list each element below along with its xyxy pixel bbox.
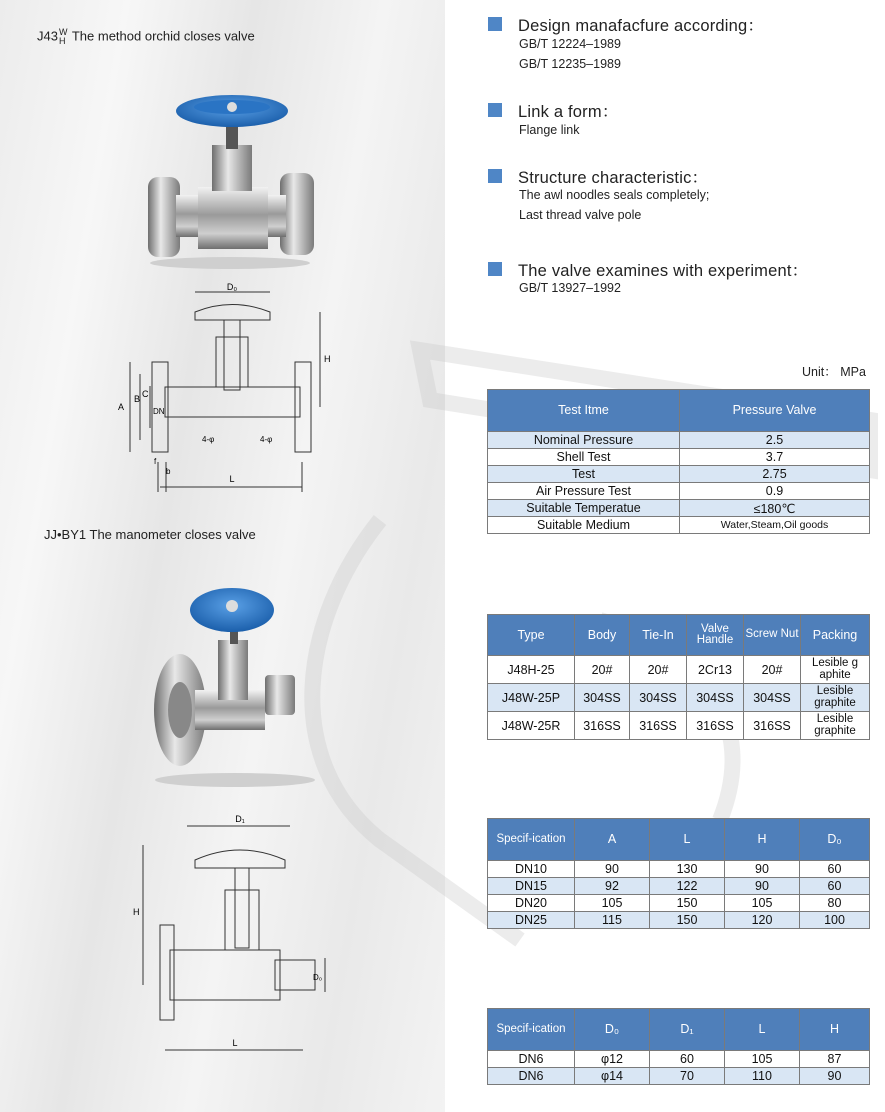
table-row bbox=[488, 861, 870, 878]
table-cell: 304SS bbox=[687, 684, 744, 712]
pressure-header-value: Pressure Valve bbox=[680, 390, 870, 432]
table-cell: 304SS bbox=[744, 684, 801, 712]
section-line: GB/T 13927–1992 bbox=[519, 281, 621, 295]
dims-header: Specif-ication bbox=[488, 1009, 575, 1051]
section-heading: Structure characteristic： bbox=[518, 169, 709, 187]
table-cell: DN25 bbox=[488, 912, 575, 929]
label-dn: DN bbox=[153, 407, 165, 416]
dims-header: H bbox=[800, 1009, 870, 1051]
table-cell: DN15 bbox=[488, 878, 575, 895]
table-cell: 122 bbox=[650, 878, 725, 895]
material-header: Type bbox=[488, 615, 575, 656]
table-cell: 3.7 bbox=[680, 449, 870, 466]
table-cell: 20# bbox=[630, 656, 687, 684]
table-row bbox=[488, 1068, 870, 1085]
dims-header: L bbox=[650, 819, 725, 861]
table-row bbox=[488, 466, 870, 483]
table-row bbox=[488, 895, 870, 912]
label-holes: 4-φ bbox=[202, 435, 215, 444]
section-heading: The valve examines with experiment： bbox=[518, 262, 809, 280]
table-cell: 316SS bbox=[687, 712, 744, 740]
table-row bbox=[488, 878, 870, 895]
dimensions-table-2 bbox=[487, 1008, 870, 1085]
label-holes-2: 4-φ bbox=[260, 435, 273, 444]
table-row bbox=[488, 656, 870, 684]
label-c: C bbox=[142, 389, 149, 399]
section-line: Last thread valve pole bbox=[519, 208, 642, 222]
table-cell: Air Pressure Test bbox=[488, 483, 680, 500]
table-cell: 130 bbox=[650, 861, 725, 878]
bullet-square bbox=[488, 262, 502, 276]
table-cell: 2Cr13 bbox=[687, 656, 744, 684]
label-b2: b bbox=[166, 467, 171, 476]
table-cell: DN20 bbox=[488, 895, 575, 912]
label-d0-2: D₀ bbox=[313, 973, 323, 982]
section-link bbox=[488, 98, 619, 122]
caption-valve-2: JJ•BY1 The manometer closes valve bbox=[44, 527, 256, 542]
table-cell: 87 bbox=[800, 1051, 870, 1068]
table-cell: Nominal Pressure bbox=[488, 432, 680, 449]
table-cell: 70 bbox=[650, 1068, 725, 1085]
dims-header: H bbox=[725, 819, 800, 861]
table-cell: DN6 bbox=[488, 1051, 575, 1068]
table-cell: DN6 bbox=[488, 1068, 575, 1085]
globe-valve-photo bbox=[140, 85, 320, 275]
label-d0: D₀ bbox=[226, 282, 238, 292]
table-row bbox=[488, 432, 870, 449]
table-cell: 80 bbox=[800, 895, 870, 912]
unit-label: Unit： MPa bbox=[802, 365, 866, 379]
table-cell: 0.9 bbox=[680, 483, 870, 500]
material-header: Screw Nut bbox=[744, 615, 801, 656]
material-header: Packing bbox=[801, 615, 870, 656]
table-cell: 110 bbox=[725, 1068, 800, 1085]
section-line: Flange link bbox=[519, 123, 580, 137]
bullet-square bbox=[488, 169, 502, 183]
table-cell: 92 bbox=[575, 878, 650, 895]
table-cell: 90 bbox=[575, 861, 650, 878]
pressure-table bbox=[487, 389, 870, 534]
label-f: f bbox=[154, 457, 157, 466]
table-cell: Suitable Medium bbox=[488, 517, 680, 534]
table-cell: 150 bbox=[650, 912, 725, 929]
table-cell: 2.75 bbox=[680, 466, 870, 483]
table-cell: 20# bbox=[744, 656, 801, 684]
table-row bbox=[488, 449, 870, 466]
table-cell: 150 bbox=[650, 895, 725, 912]
table-cell: Shell Test bbox=[488, 449, 680, 466]
table-cell: φ14 bbox=[575, 1068, 650, 1085]
table-cell: ≤180℃ bbox=[680, 500, 870, 517]
material-header: Body bbox=[575, 615, 630, 656]
globe-valve-drawing bbox=[110, 282, 340, 497]
dims-header: L bbox=[725, 1009, 800, 1051]
material-header: Valve Handle bbox=[687, 615, 744, 656]
table-cell: Test bbox=[488, 466, 680, 483]
table-cell: 60 bbox=[650, 1051, 725, 1068]
manometer-valve-drawing bbox=[125, 810, 335, 1060]
section-design bbox=[488, 12, 764, 36]
table-cell: 115 bbox=[575, 912, 650, 929]
table-row bbox=[488, 712, 870, 740]
dims-header: Specif-ication bbox=[488, 819, 575, 861]
table-cell: 90 bbox=[800, 1068, 870, 1085]
label-d1: D₁ bbox=[235, 814, 245, 824]
table-cell: 316SS bbox=[630, 712, 687, 740]
table-cell: 60 bbox=[800, 878, 870, 895]
table-cell: 316SS bbox=[744, 712, 801, 740]
table-row bbox=[488, 684, 870, 712]
section-line: GB/T 12235–1989 bbox=[519, 57, 621, 71]
section-heading: Design manafacfure according： bbox=[518, 17, 765, 35]
table-cell: J48W-25R bbox=[488, 712, 575, 740]
section-line: GB/T 12224–1989 bbox=[519, 37, 621, 51]
dims-header: D₁ bbox=[650, 1009, 725, 1051]
table-cell: Lesible g aphite bbox=[801, 656, 870, 684]
table-row bbox=[488, 483, 870, 500]
table-cell: φ12 bbox=[575, 1051, 650, 1068]
caption-text: The method orchid closes valve bbox=[71, 28, 255, 44]
table-cell: 105 bbox=[725, 895, 800, 912]
table-row bbox=[488, 1051, 870, 1068]
table-row bbox=[488, 517, 870, 534]
table-cell: 304SS bbox=[630, 684, 687, 712]
table-cell: Lesible graphite bbox=[801, 712, 870, 740]
caption-valve-1 bbox=[37, 28, 255, 46]
table-cell: 90 bbox=[725, 878, 800, 895]
table-cell: 105 bbox=[725, 1051, 800, 1068]
table-cell: Lesible graphite bbox=[801, 684, 870, 712]
table-row bbox=[488, 912, 870, 929]
label-b: B bbox=[134, 394, 141, 404]
label-l: L bbox=[229, 474, 235, 484]
label-h2: H bbox=[133, 907, 140, 917]
dims-header: D₀ bbox=[800, 819, 870, 861]
table-cell: Suitable Temperatue bbox=[488, 500, 680, 517]
section-line: The awl noodles seals completely; bbox=[519, 188, 710, 202]
label-a: A bbox=[118, 402, 125, 412]
manometer-valve-photo bbox=[140, 580, 330, 790]
table-row bbox=[488, 500, 870, 517]
table-cell: 2.5 bbox=[680, 432, 870, 449]
table-cell: Water,Steam,Oil goods bbox=[680, 517, 870, 534]
table-cell: 120 bbox=[725, 912, 800, 929]
table-cell: 60 bbox=[800, 861, 870, 878]
label-h: H bbox=[324, 354, 331, 364]
section-experiment bbox=[488, 257, 808, 281]
bullet-square bbox=[488, 17, 502, 31]
table-cell: 20# bbox=[575, 656, 630, 684]
table-cell: J48W-25P bbox=[488, 684, 575, 712]
bullet-square bbox=[488, 103, 502, 117]
material-table bbox=[487, 614, 870, 740]
table-cell: 316SS bbox=[575, 712, 630, 740]
material-header: Tie-In bbox=[630, 615, 687, 656]
table-cell: 304SS bbox=[575, 684, 630, 712]
dimensions-table-1 bbox=[487, 818, 870, 929]
caption-sup-top: W bbox=[58, 27, 68, 37]
caption-sup-bottom: H bbox=[58, 36, 66, 46]
table-cell: 100 bbox=[800, 912, 870, 929]
table-cell: 105 bbox=[575, 895, 650, 912]
label-l2: L bbox=[232, 1038, 238, 1048]
table-cell: J48H-25 bbox=[488, 656, 575, 684]
section-heading: Link a form： bbox=[518, 103, 619, 121]
pressure-header-test: Test Itme bbox=[488, 390, 680, 432]
section-structure bbox=[488, 164, 708, 188]
dims-header: D₀ bbox=[575, 1009, 650, 1051]
table-cell: DN10 bbox=[488, 861, 575, 878]
table-cell: 90 bbox=[725, 861, 800, 878]
caption-prefix: J43 bbox=[37, 28, 58, 44]
dims-header: A bbox=[575, 819, 650, 861]
